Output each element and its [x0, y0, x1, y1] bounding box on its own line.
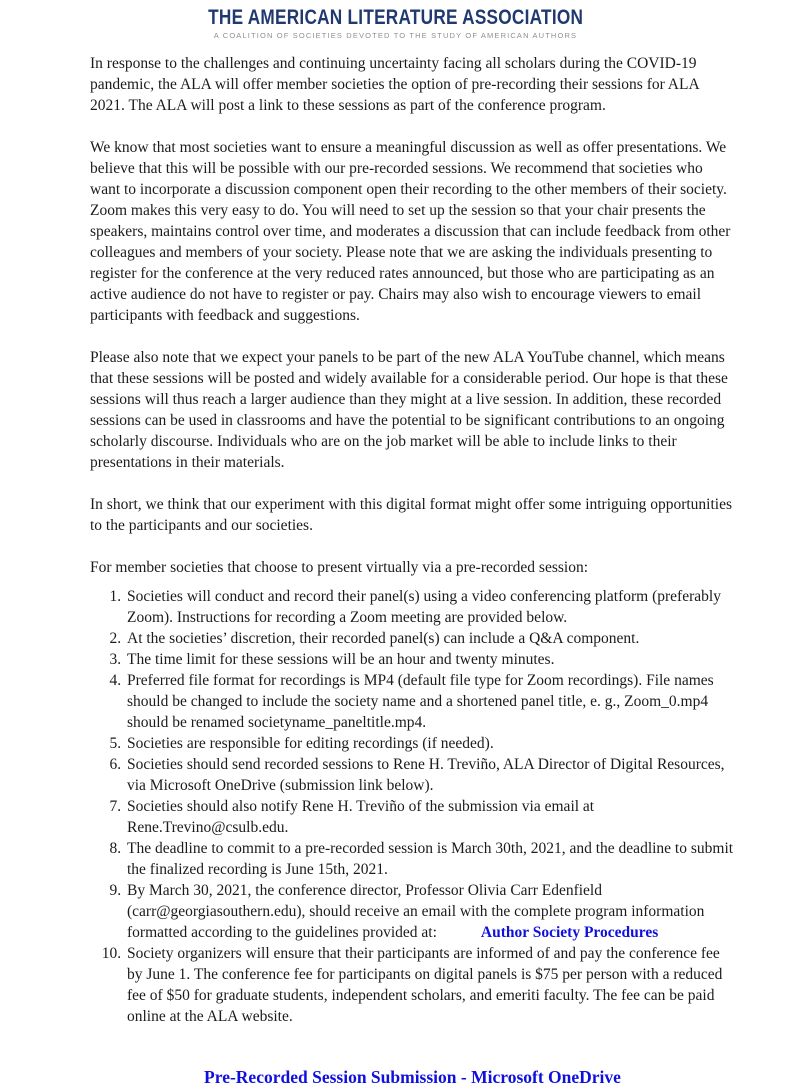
list-item-7: 7. Societies should also notify Rene H. Treviño of the submission via email at Rene.Trevino@csulb.edu.: [125, 796, 735, 838]
intro-paragraph: In response to the challenges and continuing uncertainty facing all scholars during the COVID-19 pandemic, the ALA will offer member societies the option of pre-recording their sessions for ALA 2021. The ALA will post a link to these sessions as part of the conference program.: [90, 55, 699, 114]
onedrive-submission-link[interactable]: Pre-Recorded Session Submission - Microsoft OneDrive: [204, 1067, 621, 1087]
org-subtitle: A COALITION OF SOCIETIES DEVOTED TO THE STUDY OF AMERICAN AUTHORS: [213, 31, 578, 40]
guidelines-list: [90, 586, 735, 1027]
list-intro: For member societies that choose to present virtually via a pre-recorded session:: [90, 559, 588, 576]
document-body: [0, 40, 791, 1089]
org-title: THE AMERICAN LITERATURE ASSOCIATION: [207, 6, 583, 29]
list-item-1: 1. Societies will conduct and record their panel(s) using a video conferencing platform (preferably Zoom). Instructions for recording a Zoom meeting are provided below.: [125, 586, 735, 628]
list-item-8: 8. The deadline to commit to a pre-recorded session is March 30th, 2021, and the deadline to submit the finalized recording is June 15th, 2021.: [125, 838, 735, 880]
youtube-paragraph: Please also note that we expect your panels to be part of the new ALA YouTube channel, which means that these sessions will be posted and widely available for a considerable period. Our hope is that these sessions will thus reach a larger audience than they might at a live session. In addition, these recorded sessions can be used in classrooms and have the potential to be significant contributions to an ongoing scholarly discourse. Individuals who are on the job market will be able to include links to their presentations in their materials.: [90, 349, 728, 471]
list-item-3: 3. The time limit for these sessions will be an hour and twenty minutes.: [125, 649, 735, 670]
list-item-9-text: By March 30, 2021, the conference director, Professor Olivia Carr Edenfield (carr@georgiasouthern.edu), should receive an email with the complete program information formatted according to the guidelines provided at:: [127, 882, 705, 941]
list-item-10: 10. Society organizers will ensure that their participants are informed of and pay the conference fee by June 1. The conference fee for participants on digital panels is $75 per person with a reduced fee of $50 for graduate students, independent scholars, and emeriti faculty. The fee can be paid online at the ALA website.: [125, 943, 735, 1027]
list-item-5: 5. Societies are responsible for editing recordings (if needed).: [125, 733, 735, 754]
footer: [90, 1067, 735, 1089]
document-header: [0, 0, 791, 40]
list-item-2: 2. At the societies’ discretion, their recorded panel(s) can include a Q&A component.: [125, 628, 735, 649]
list-item-9: [125, 880, 735, 943]
author-society-procedures-link[interactable]: Author Society Procedures: [480, 924, 659, 941]
list-item-4: 4. Preferred file format for recordings is MP4 (default file type for Zoom recordings). File names should be changed to include the society name and a shortened panel title, e. g., Zoom_0.mp4 should be renamed societyname_paneltitle.mp4.: [125, 670, 735, 733]
list-item-6: 6. Societies should send recorded sessions to Rene H. Treviño, ALA Director of Digital Resources, via Microsoft OneDrive (submission link below).: [125, 754, 735, 796]
discussion-paragraph: We know that most societies want to ensure a meaningful discussion as well as offer presentations. We believe that this will be possible with our pre-recorded sessions. We recommend that societies who want to incorporate a discussion component open their recording to the other members of their society. Zoom makes this very easy to do. You will need to set up the session so that your chair presents the speakers, maintains control over time, and moderates a discussion that can include feedback from other colleagues and members of your society. Please note that we are asking the individuals presenting to register for the conference at the very reduced rates announced, but those who are participating as an active audience do not have to register or pay. Chairs may also wish to encourage viewers to email participants with feedback and suggestions.: [90, 139, 731, 324]
summary-paragraph: In short, we think that our experiment with this digital format might offer some intriguing opportunities to the participants and our societies.: [90, 496, 733, 534]
